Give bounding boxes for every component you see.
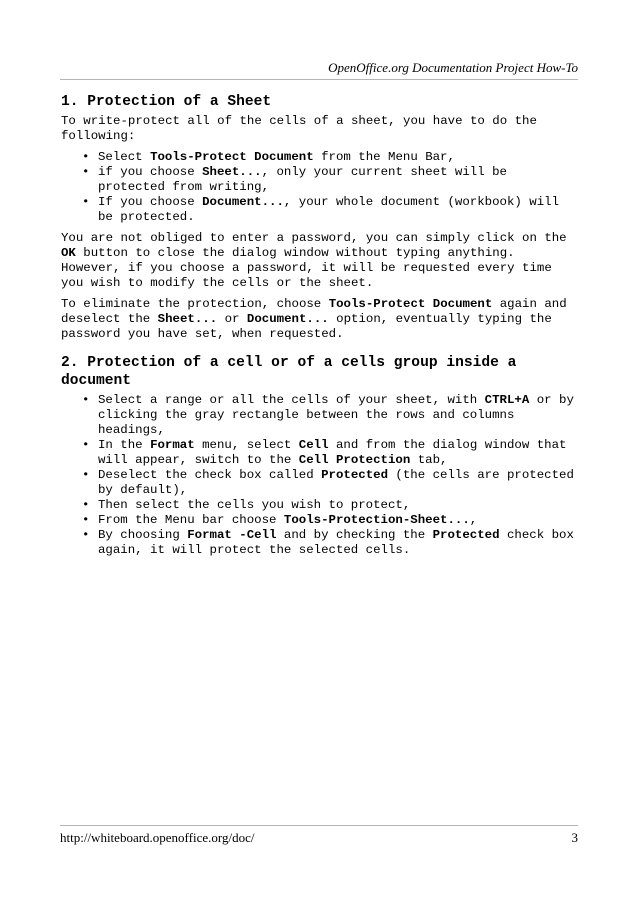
- section-2-list: [61, 393, 581, 558]
- list-item: • if you choose Sheet..., only your current sheet will be protected from writing,: [98, 165, 581, 195]
- list-item: • Deselect the check box called Protected (the cells are protected by default),: [98, 468, 581, 498]
- section-1-intro: To write-protect all of the cells of a sheet, you have to do the following:: [61, 114, 537, 143]
- list-item: • Select Tools-Protect Document from the Menu Bar,: [98, 150, 581, 165]
- list-item: • In the Format menu, select Cell and from the dialog window that will appear, switch to the Cell Protection tab,: [98, 438, 581, 468]
- section-2-heading: 2. Protection of a cell or of a cells group inside a document: [61, 355, 517, 389]
- page-footer: [60, 825, 578, 846]
- footer-url: http://whiteboard.openoffice.org/doc/: [60, 830, 255, 845]
- list-item: • If you choose Document..., your whole document (workbook) will be protected.: [98, 195, 581, 225]
- section-1-paragraph-password: You are not obliged to enter a password, you can simply click on the OK button to close the dialog window without typing anything. However, if you choose a password, it will be requested every time you wish to modify the cells or the sheet.: [61, 231, 567, 290]
- list-item: • By choosing Format -Cell and by checking the Protected check box again, it will protect the selected cells.: [98, 528, 581, 558]
- list-item: • From the Menu bar choose Tools-Protection-Sheet...,: [98, 513, 581, 528]
- header-title: OpenOffice.org Documentation Project How-To: [328, 60, 578, 75]
- list-item: • Then select the cells you wish to protect,: [98, 498, 581, 513]
- list-item: • Select a range or all the cells of your sheet, with CTRL+A or by clicking the gray rectangle between the rows and columns headings,: [98, 393, 581, 438]
- section-1-paragraph-eliminate: To eliminate the protection, choose Tools-Protect Document again and deselect the Sheet... or Document... option, eventually typing the password you have set, when requested.: [61, 297, 567, 341]
- section-1-list: [61, 150, 581, 225]
- document-body: [61, 93, 581, 564]
- page-header: [60, 60, 578, 80]
- section-1-heading: 1. Protection of a Sheet: [61, 94, 272, 110]
- page-number: 3: [571, 830, 578, 845]
